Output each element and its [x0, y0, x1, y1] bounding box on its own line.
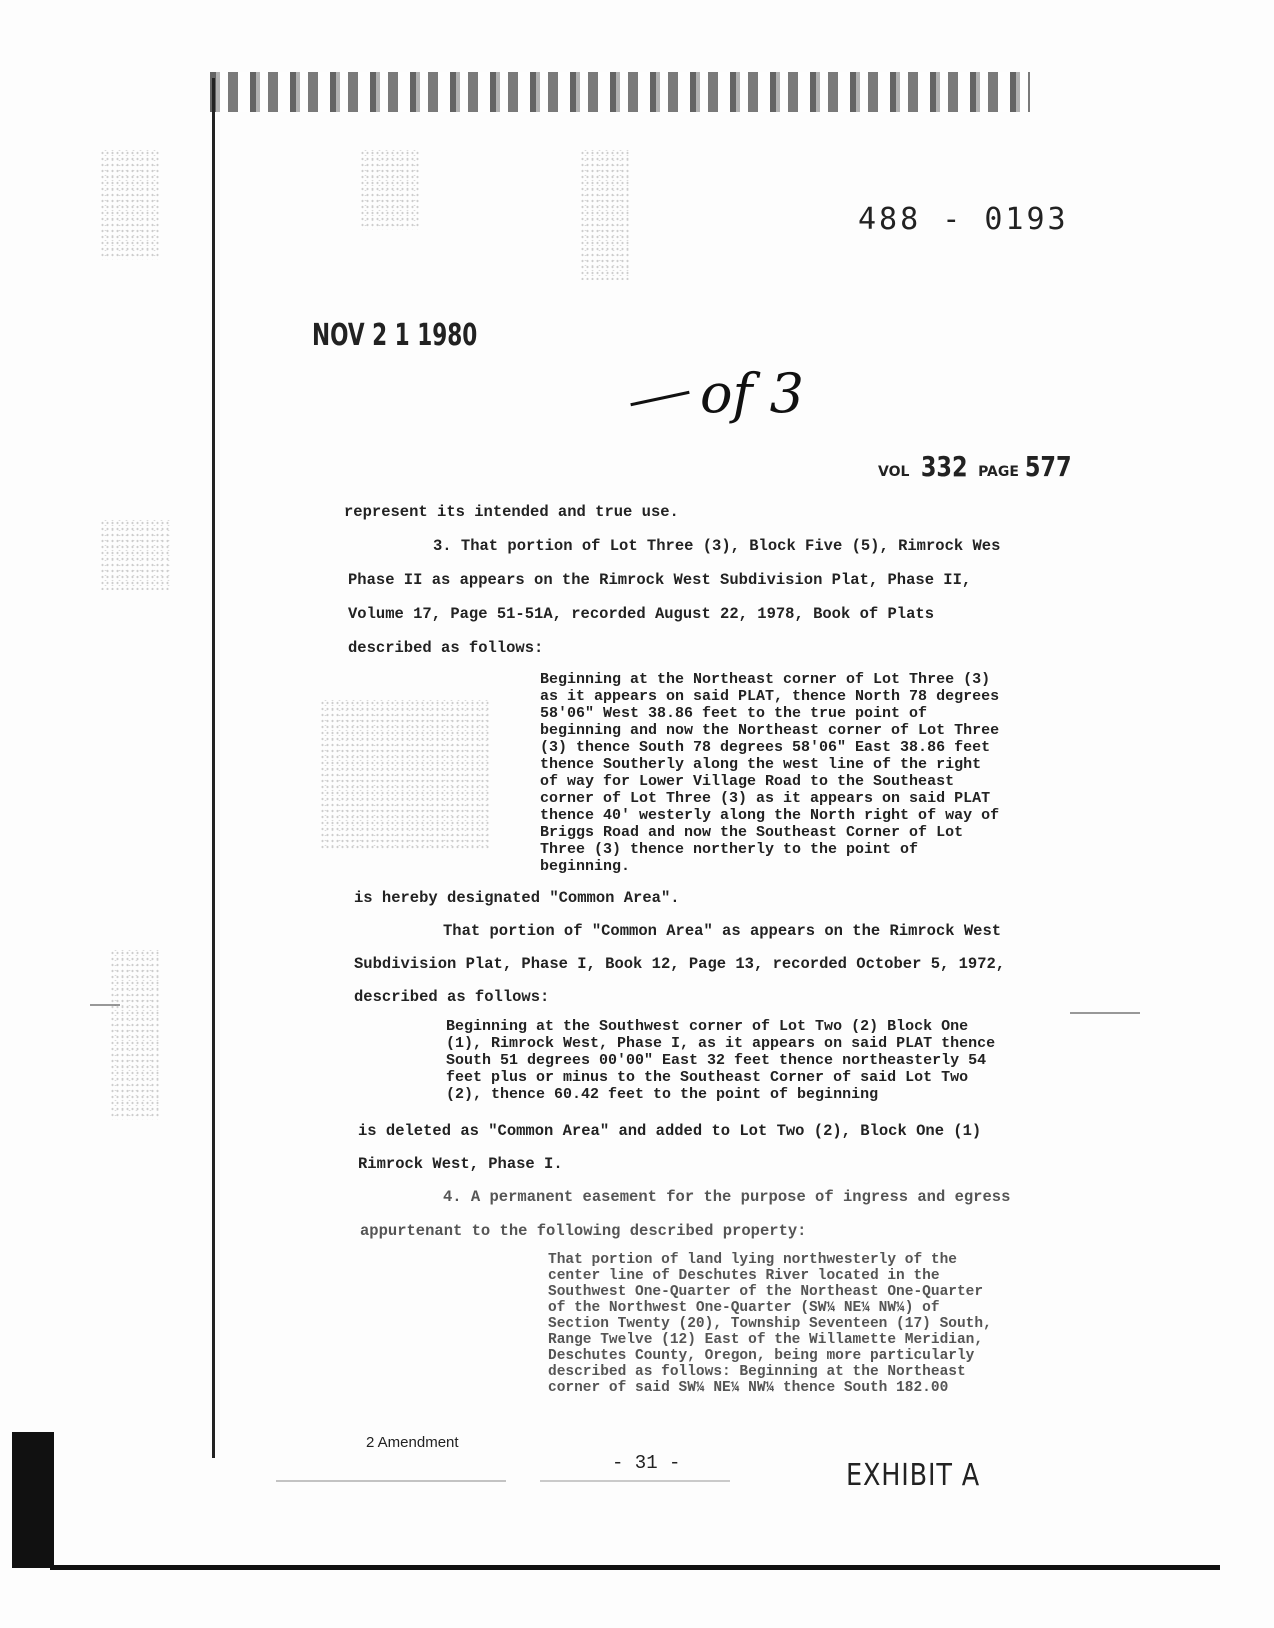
- description-line: That portion of land lying northwesterly of the: [548, 1252, 957, 1268]
- description-line: beginning.: [540, 858, 631, 875]
- item3-line: described as follows:: [348, 639, 544, 657]
- description-line: Range Twelve (12) East of the Willamette Meridian,: [548, 1332, 984, 1348]
- description-line: Beginning at the Southwest corner of Lot Two (2) Block One: [446, 1018, 969, 1035]
- description-line: described as follows: Beginning at the Northeast: [548, 1364, 966, 1380]
- scan-scratch: [540, 1480, 730, 1482]
- footer-document-label: 2 Amendment: [366, 1434, 459, 1451]
- description-line: Southwest One-Quarter of the Northeast One-Quarter: [548, 1284, 984, 1300]
- exhibit-stamp: EXHIBIT A: [846, 1458, 981, 1493]
- scan-noise: [100, 150, 160, 260]
- deleted-line: Rimrock West, Phase I.: [358, 1155, 563, 1173]
- description-line: of way for Lower Village Road to the Southeast: [540, 773, 955, 790]
- footer-page-number: - 31 -: [612, 1452, 681, 1474]
- page-label: PAGE: [978, 464, 1019, 480]
- item4-line: 4. A permanent easement for the purpose of ingress and egress: [443, 1188, 1011, 1206]
- scan-scratch: [276, 1480, 506, 1482]
- legal-description-1: [540, 671, 999, 875]
- scan-noise: [580, 150, 630, 280]
- description-line: (1), Rimrock West, Phase I, as it appears on said PLAT thence: [446, 1035, 996, 1052]
- vol-label: VOL: [878, 464, 910, 480]
- item3-line: Phase II as appears on the Rimrock West Subdivision Plat, Phase II,: [348, 571, 972, 589]
- common-area-line: That portion of "Common Area" as appears on the Rimrock West: [443, 922, 1002, 940]
- description-line: corner of said SW¼ NE¼ NW¼ thence South 182.00: [548, 1380, 949, 1396]
- description-line: Deschutes County, Oregon, being more particularly: [548, 1348, 975, 1364]
- common-area-line: described as follows:: [354, 988, 550, 1006]
- description-line: corner of Lot Three (3) as it appears on said PLAT: [540, 790, 991, 807]
- item3-line: 3. That portion of Lot Three (3), Block Five (5), Rimrock Wes: [433, 537, 1001, 555]
- item3-line: Volume 17, Page 51-51A, recorded August 22, 1978, Book of Plats: [348, 605, 934, 623]
- description-line: (3) thence South 78 degrees 58'06" East 38.86 feet: [540, 739, 991, 756]
- description-line: South 51 degrees 00'00" East 32 feet thence northeasterly 54: [446, 1052, 987, 1069]
- description-line: Briggs Road and now the Southeast Corner of Lot: [540, 824, 964, 841]
- recording-date-stamp: NOV 2 1 1980: [312, 318, 478, 353]
- scan-header-artifact: [210, 72, 1030, 112]
- scan-noise: [110, 950, 160, 1120]
- deleted-line: is deleted as "Common Area" and added to Lot Two (2), Block One (1): [358, 1122, 982, 1140]
- legal-description-2: [446, 1018, 995, 1103]
- scan-scratch: [90, 1004, 120, 1006]
- intro-line: represent its intended and true use.: [344, 503, 679, 521]
- description-line: thence 40' westerly along the North right of way of: [540, 807, 1000, 824]
- designation-line: is hereby designated "Common Area".: [354, 889, 680, 907]
- record-number-stamp: 488 - 0193: [858, 202, 1069, 237]
- description-line: beginning and now the Northeast corner of Lot Three: [540, 722, 1000, 739]
- common-area-line: Subdivision Plat, Phase I, Book 12, Page 13, recorded October 5, 1972,: [354, 955, 1006, 973]
- description-line: of the Northwest One-Quarter (SW¼ NE¼ NW¼) of: [548, 1300, 940, 1316]
- page-bottom-edge: [50, 1565, 1220, 1570]
- scan-noise: [360, 150, 420, 230]
- description-line: feet plus or minus to the Southeast Corner of said Lot Two: [446, 1069, 969, 1086]
- scan-noise: [320, 700, 490, 850]
- page-number-stamp: 577: [1024, 450, 1072, 483]
- legal-description-3: [548, 1252, 992, 1396]
- description-line: (2), thence 60.42 feet to the point of beginning: [446, 1086, 879, 1103]
- volume-page-stamp: [878, 450, 1077, 483]
- description-line: Section Twenty (20), Township Seventeen (17) South,: [548, 1316, 992, 1332]
- scan-corner-artifact: [12, 1432, 54, 1568]
- page-left-edge: [212, 78, 215, 1458]
- description-line: 58'06" West 38.86 feet to the true point of: [540, 705, 928, 722]
- vol-number: 332: [920, 450, 968, 483]
- description-line: center line of Deschutes River located in the: [548, 1268, 940, 1284]
- handwritten-page-count: of 3: [630, 362, 804, 425]
- description-line: thence Southerly along the west line of the right: [540, 756, 982, 773]
- description-line: Three (3) thence northerly to the point of: [540, 841, 919, 858]
- description-line: Beginning at the Northeast corner of Lot Three (3): [540, 671, 991, 688]
- scan-scratch: [1070, 1012, 1140, 1014]
- description-line: as it appears on said PLAT, thence North 78 degrees: [540, 688, 1000, 705]
- scan-noise: [100, 520, 170, 590]
- handwritten-dash: [630, 390, 689, 405]
- item4-line: appurtenant to the following described property:: [360, 1222, 807, 1240]
